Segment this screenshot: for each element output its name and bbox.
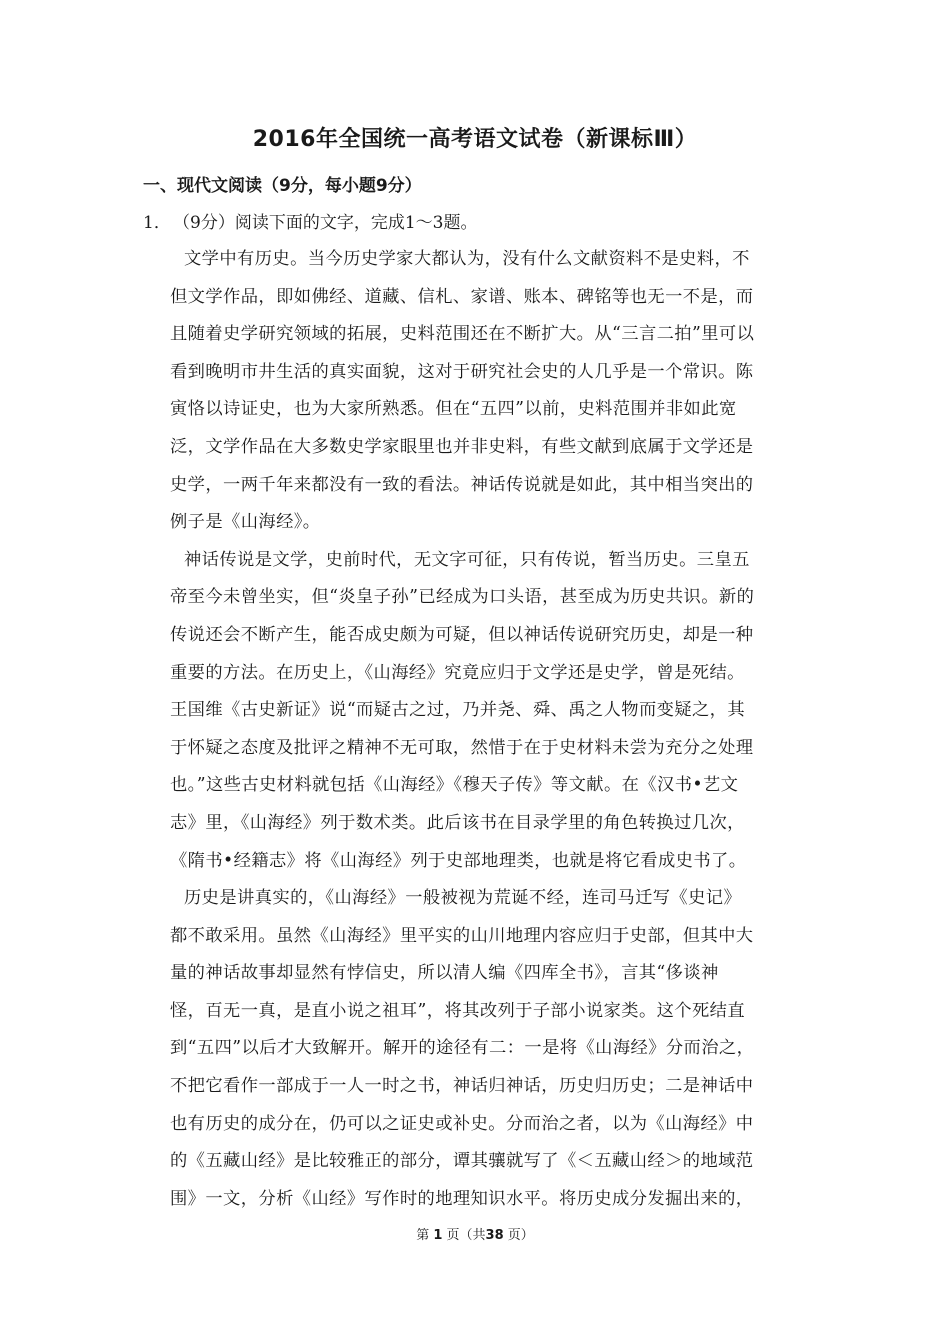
text-line: 历史是讲真实的，《山海经》一般被视为荒诞不经，连司马迁写《史记》 bbox=[184, 888, 742, 909]
paragraph bbox=[170, 880, 810, 1218]
paragraph bbox=[170, 241, 810, 542]
question-prompt bbox=[143, 209, 477, 237]
text-line: 泛，文学作品在大多数史学家眼里也并非史料，有些文献到底属于文学还是 bbox=[170, 436, 754, 457]
text-line: 于怀疑之态度及批评之精神不无可取，然惜于在于史材料未尝为充分之处理 bbox=[170, 737, 754, 758]
page-title: 2016年全国统一高考语文试卷（新课标Ⅲ） bbox=[252, 127, 698, 152]
paragraph bbox=[170, 542, 810, 880]
text-line: 文学中有历史。当今历史学家大都认为，没有什么文献资料不是史料，不 bbox=[184, 249, 750, 269]
text-line: 不把它看作一部成于一人一时之书，神话归神话，历史归历史；二是神话中 bbox=[170, 1076, 754, 1097]
text-line: 的《五藏山经》是比较雅正的部分，谭其骧就写了《＜五藏山经＞的地域范 bbox=[170, 1151, 754, 1172]
footer-total-pages: 38 bbox=[485, 1228, 504, 1243]
footer-suffix: 页） bbox=[507, 1228, 534, 1243]
page-footer bbox=[0, 1226, 950, 1246]
text-line: 例子是《山海经》。 bbox=[170, 512, 321, 533]
question-number: 1． bbox=[143, 213, 171, 233]
text-line: 看到晚明市井生活的真实面貌，这对于研究社会史的人几乎是一个常识。陈 bbox=[170, 361, 754, 382]
section-heading: 一、现代文阅读（9分，每小题9分） bbox=[143, 176, 422, 196]
text-line: 王国维《古史新证》说“而疑古之过，乃并尧、舜、禹之人物而变疑之，其 bbox=[170, 700, 746, 721]
text-line: 帝至今未曾坐实，但“炎皇子孙”已经成为口头语，甚至成为历史共识。新的 bbox=[170, 587, 755, 608]
text-line: 史学，一两千年来都没有一致的看法。神话传说就是如此，其中相当突出的 bbox=[170, 474, 754, 495]
text-line: 重要的方法。在历史上，《山海经》究竟应归于文学还是史学，曾是死结。 bbox=[170, 662, 745, 683]
footer-prefix: 第 bbox=[416, 1228, 430, 1243]
footer-page-number: 1 bbox=[433, 1228, 443, 1243]
question-text: （9分）阅读下面的文字，完成1～3题。 bbox=[173, 213, 478, 233]
text-line: 志》里，《山海经》列于数术类。此后该书在目录学里的角色转换过几次， bbox=[170, 812, 745, 833]
text-line: 寅恪以诗证史，也为大家所熟悉。但在“五四”以前，史料范围并非如此宽 bbox=[170, 399, 737, 420]
text-line: 且随着史学研究领域的拓展，史料范围还在不断扩大。从“三言二拍”里可以 bbox=[170, 324, 755, 345]
text-line: 到“五四”以后才大致解开。解开的途径有二：一是将《山海经》分而治之， bbox=[170, 1038, 755, 1059]
text-line: 围》一文，分析《山经》写作时的地理知识水平。将历史成分发掘出来的， bbox=[170, 1188, 754, 1209]
text-line: 怪，百无一真，是直小说之祖耳”，将其改列于子部小说家类。这个死结直 bbox=[170, 1000, 746, 1021]
text-line: 都不敢采用。虽然《山海经》里平实的山川地理内容应归于史部，但其中大 bbox=[170, 925, 754, 946]
text-line: 量的神话故事却显然有悖信史，所以清人编《四库全书》，言其“侈谈神 bbox=[170, 963, 719, 984]
text-line: 《隋书•经籍志》将《山海经》列于史部地理类，也就是将它看成史书了。 bbox=[170, 850, 747, 871]
text-line: 也有历史的成分在，仍可以之证史或补史。分而治之者，以为《山海经》中 bbox=[170, 1113, 754, 1134]
text-line: 神话传说是文学，史前时代，无文字可征，只有传说，暂当历史。三皇五 bbox=[184, 549, 750, 570]
text-line: 传说还会不断产生，能否成史颇为可疑，但以神话传说研究历史，却是一种 bbox=[170, 624, 754, 645]
text-line: 但文学作品，即如佛经、道藏、信札、家谱、账本、碑铭等也无一不是，而 bbox=[170, 286, 754, 307]
text-line: 也。”这些古史材料就包括《山海经》《穆天子传》等文献。在《汉书•艺文 bbox=[170, 775, 739, 796]
footer-middle: 页（共 bbox=[446, 1228, 486, 1243]
reading-passage bbox=[170, 241, 810, 1218]
